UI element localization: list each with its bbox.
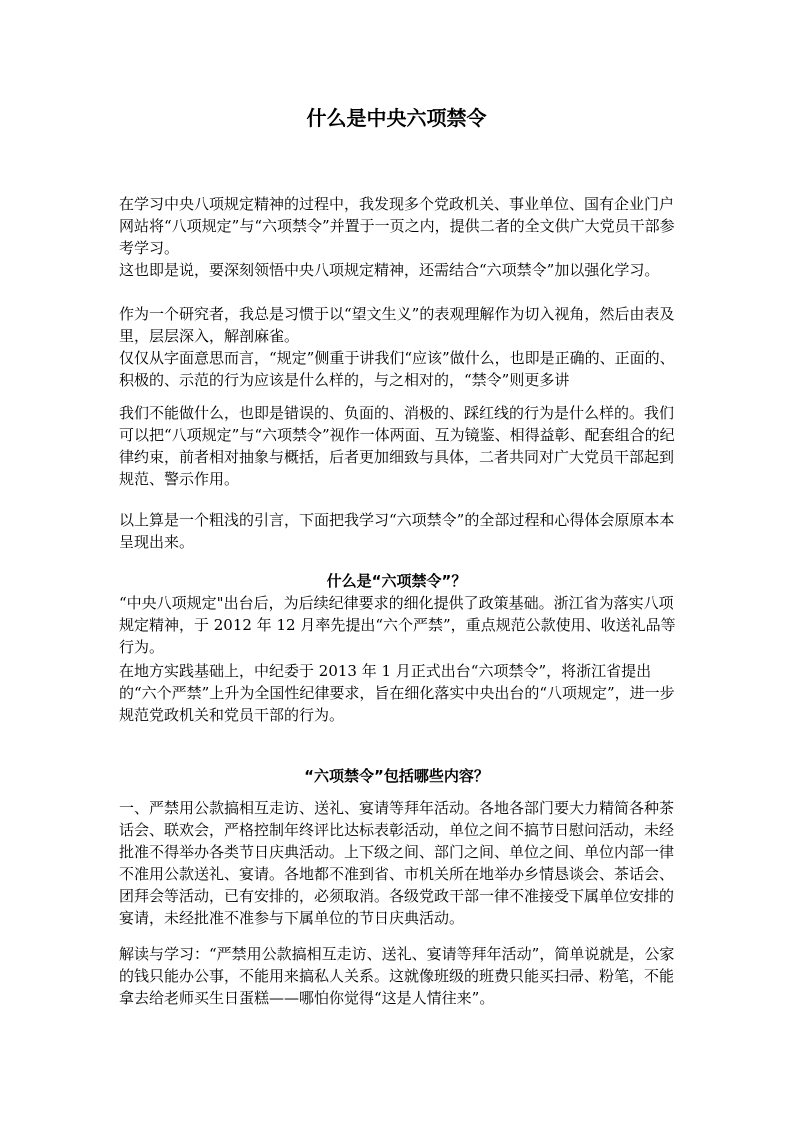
intro-paragraph-4: 仅仅从字面意思而言，“规定”侧重于讲我们“应该”做什么，也即是正确的、正面的、积极的、示范的行为应该是什么样的，与之相对的，“禁令”则更多讲 <box>119 349 675 389</box>
document-title: 什么是中央六项禁令 <box>306 106 487 130</box>
intro-paragraph-1: 在学习中央八项规定精神的过程中，我发现多个党政机关、事业单位、国有企业门户网站将“八项规定”与“六项禁令”并置于一页之内，提供二者的全文供广大党员干部参考学习。 <box>119 195 675 257</box>
intro-paragraph-2: 这也即是说，要深刻领悟中央八项规定精神，还需结合“六项禁令”加以强化学习。 <box>119 261 660 279</box>
intro-paragraph-5: 我们不能做什么，也即是错误的、负面的、消极的、踩红线的行为是什么样的。我们可以把“八项规定”与“六项禁令”视作一体两面、互为镜鉴、相得益彰、配套组合的纪律约束，前者相对抽象与概括，后者更加细致与具体，二者共同对广大党员干部起到规范、警示作用。 <box>119 404 675 488</box>
section-heading-contents: “六项禁令”包括哪些内容？ <box>304 767 489 785</box>
section1-paragraph-1: “中央八项规定"出台后，为后续纪律要求的细化提供了政策基础。浙江省为落实八项规定精神，于 2012 年 12 月率先提出“六个严禁”，重点规范公款使用、收送礼品等行为。 <box>119 594 676 656</box>
intro-paragraph-6: 以上算是一个粗浅的引言，下面把我学习“六项禁令”的全部过程和心得体会原原本本呈现出来。 <box>119 511 675 551</box>
intro-paragraph-3: 作为一个研究者，我总是习惯于以“望文生义”的表观理解作为切入视角，然后由表及里，层层深入，解剖麻雀。 <box>119 305 675 345</box>
section-heading-what-is: 什么是“六项禁令”？ <box>326 572 467 590</box>
section2-paragraph-1: 一、严禁用公款搞相互走访、送礼、宴请等拜年活动。各地各部门要大力精简各种茶话会、联欢会，严格控制年终评比达标表彰活动，单位之间不搞节日慰问活动，未经批准不得举办各类节日庆典活动。上下级之间、部门之间、单位之间、单位内部一律不准用公款送礼、宴请。各地都不准到省、市机关所在地举办乡情恳谈会、茶话会、团拜会等活动，已有安排的，必须取消。各级党政干部一律不准接受下属单位安排的宴请，未经批准不准参与下属单位的节日庆典活动。 <box>119 799 675 927</box>
section1-paragraph-2: 在地方实践基础上，中纪委于 2013 年 1 月正式出台“六项禁令”，将浙江省提出的“六个严禁”上升为全国性纪律要求，旨在细化落实中央出台的“八项规定”，进一步规范党政机关和党员干部的行为。 <box>119 662 675 724</box>
section2-paragraph-2: 解读与学习：“严禁用公款搞相互走访、送礼、宴请等拜年活动”，简单说就是，公家的钱只能办公事，不能用来搞私人关系。这就像班级的班费只能买扫帚、粉笔，不能拿去给老师买生日蛋糕——哪怕你觉得“这是人情往来”。 <box>119 945 675 1007</box>
